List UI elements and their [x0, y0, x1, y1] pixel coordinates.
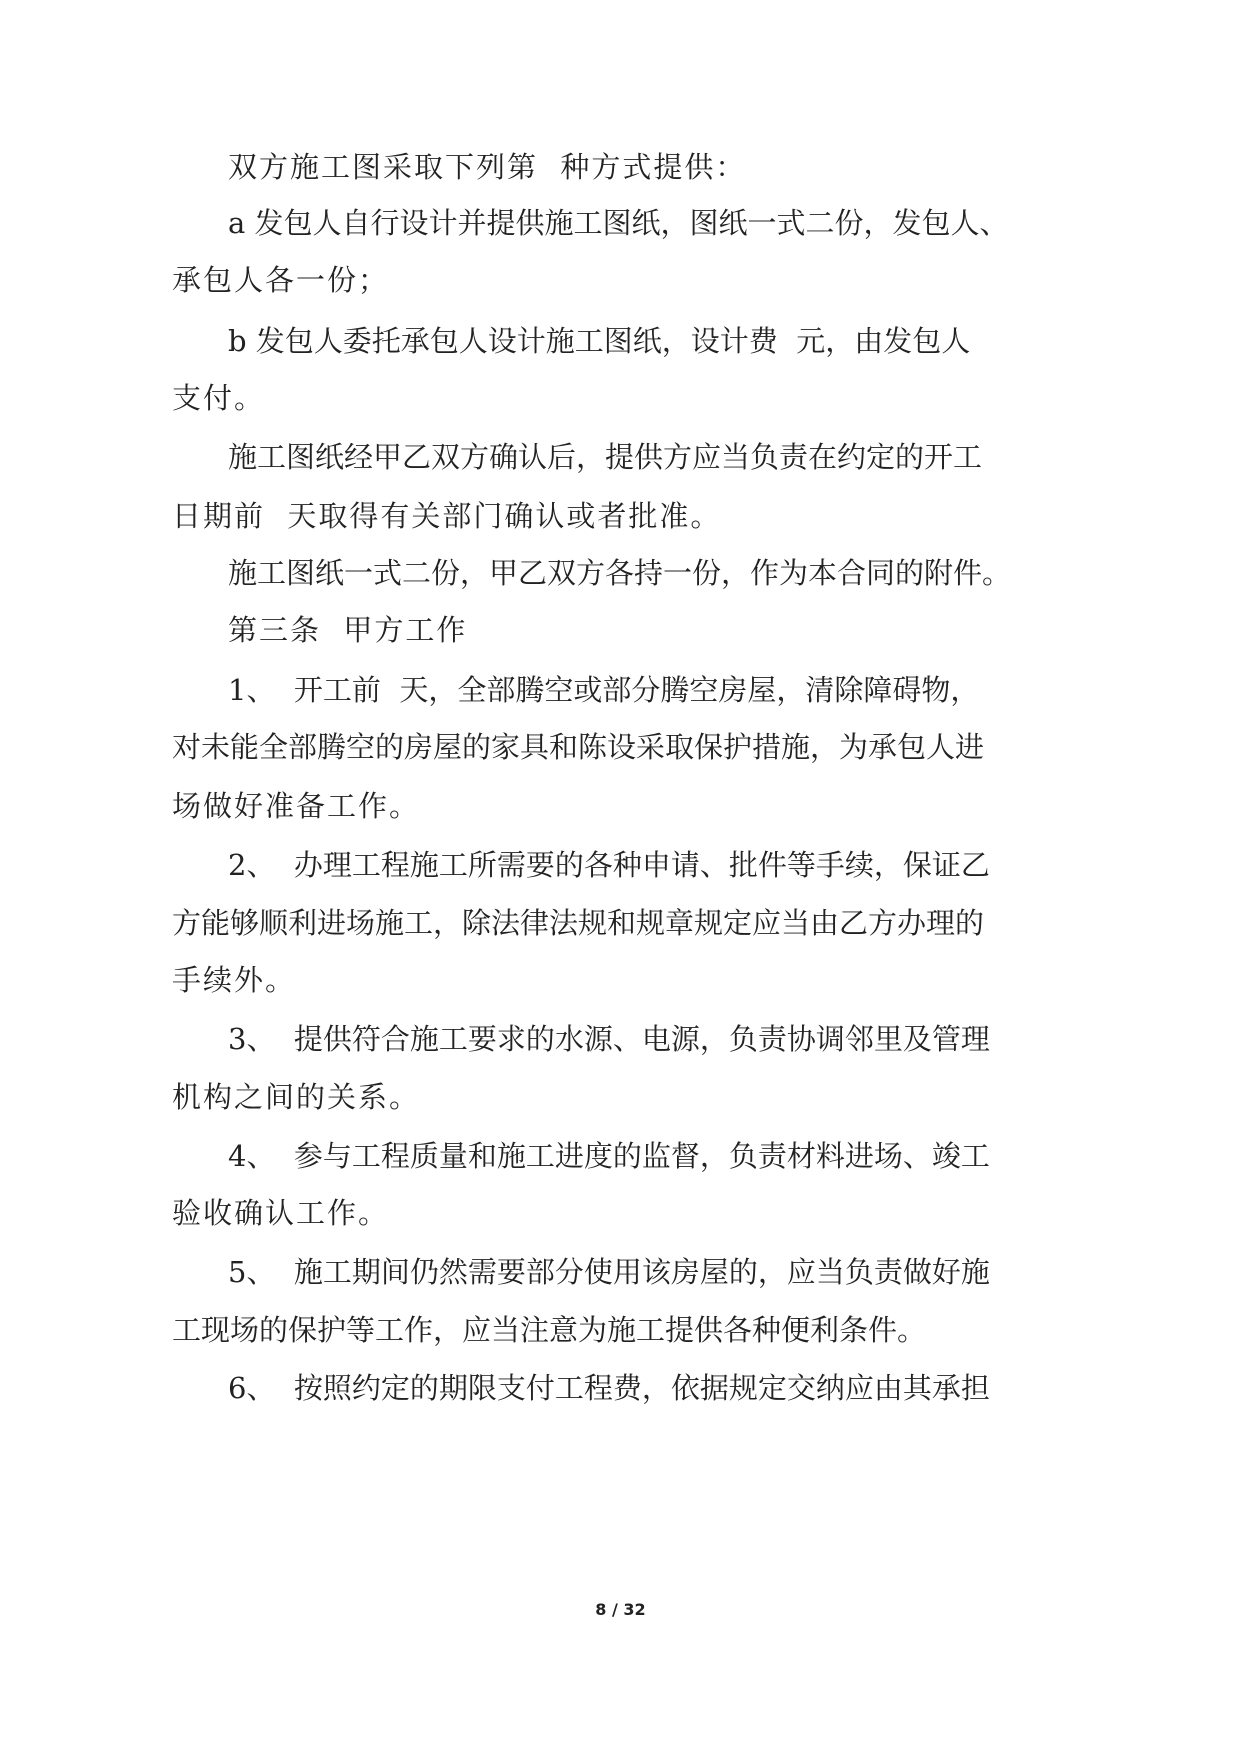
text-line: 1、 开工前 天，全部腾空或部分腾空房屋，清除障碍物，	[228, 673, 980, 707]
text-line: 方能够顺利进场施工，除法律法规和规章规定应当由乙方办理的	[172, 906, 985, 940]
text-line: b 发包人委托承包人设计施工图纸，设计费 元，由发包人	[228, 324, 971, 358]
text-line: 施工图纸经甲乙双方确认后，提供方应当负责在约定的开工	[228, 440, 983, 474]
text-line: 承包人各一份；	[172, 263, 390, 297]
text-line: 验收确认工作。	[172, 1196, 390, 1230]
text-line: 4、 参与工程质量和施工进度的监督，负责材料进场、竣工	[228, 1139, 990, 1173]
text-line: 场做好准备工作。	[172, 789, 421, 823]
section-heading: 第三条 甲方工作	[228, 613, 468, 647]
page-number: 8 / 32	[595, 1600, 646, 1619]
text-line: 机构之间的关系。	[172, 1080, 421, 1114]
text-line: 手续外。	[172, 963, 297, 997]
text-line: 日期前 天取得有关部门确认或者批准。	[172, 499, 722, 533]
text-line: 施工图纸一式二份，甲乙双方各持一份，作为本合同的附件。	[228, 556, 1012, 590]
text-line: 5、 施工期间仍然需要部分使用该房屋的，应当负责做好施	[228, 1255, 990, 1289]
text-line: 双方施工图采取下列第 种方式提供：	[228, 150, 747, 184]
text-line: 支付。	[172, 381, 266, 415]
text-line: 3、 提供符合施工要求的水源、电源，负责协调邻里及管理	[228, 1022, 990, 1056]
text-line: a 发包人自行设计并提供施工图纸，图纸一式二份，发包人、	[228, 206, 1009, 240]
text-line: 2、 办理工程施工所需要的各种申请、批件等手续，保证乙	[228, 848, 990, 882]
text-line: 对未能全部腾空的房屋的家具和陈设采取保护措施，为承包人进	[172, 730, 985, 764]
text-line: 6、 按照约定的期限支付工程费，依据规定交纳应由其承担	[228, 1371, 990, 1405]
text-line: 工现场的保护等工作，应当注意为施工提供各种便利条件。	[172, 1313, 927, 1347]
